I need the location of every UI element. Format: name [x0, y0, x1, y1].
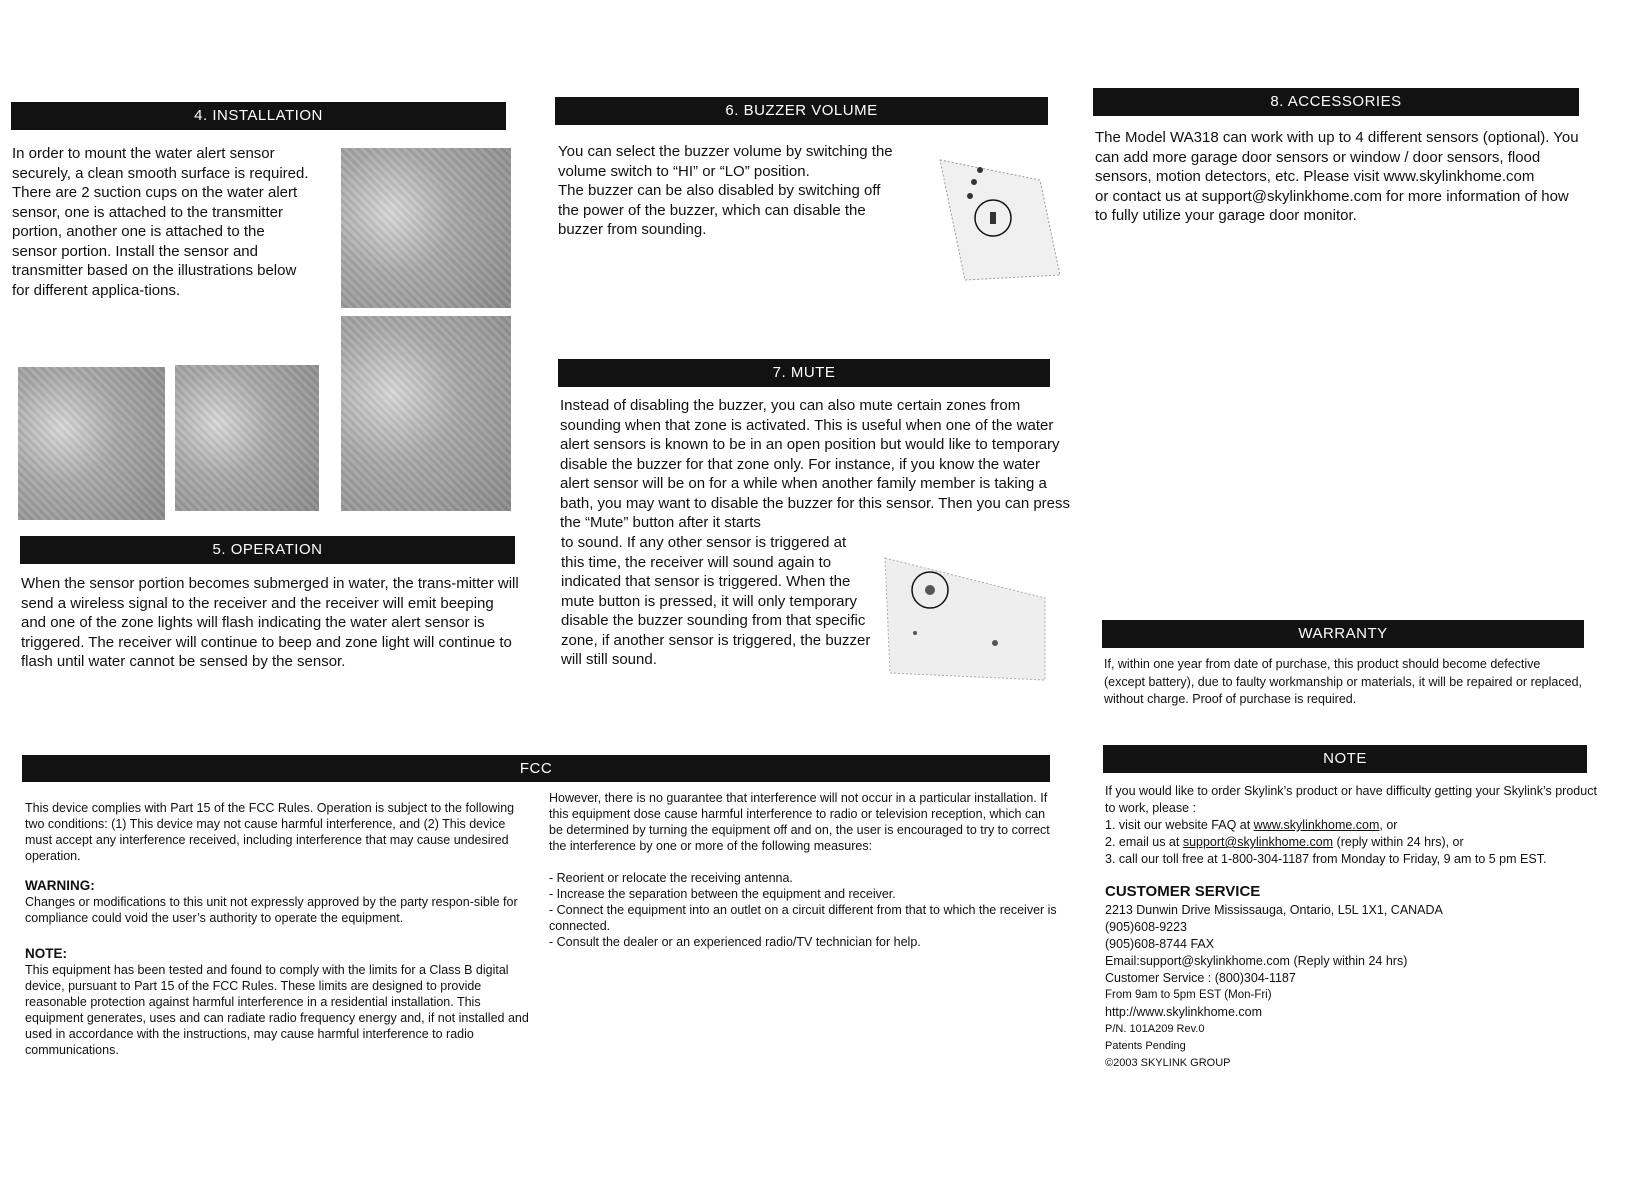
accessories-text: [1095, 128, 1585, 226]
installation-text: In order to mount the water alert sensor securely, a clean smooth surface is required. There are 2 suction cups on the water alert sensor, one is attached to the transmitter portion, another one is attached to the sensor portion. Install the sensor and transmitter based on the illustrations below for different applica-tions.: [12, 145, 309, 299]
customer-service-fax: (905)608-8744 FAX: [1105, 937, 1215, 951]
note-text: [1105, 783, 1605, 868]
note-item-1: 1. visit our website FAQ at www.skylinkhome.com, or: [1105, 818, 1398, 832]
fcc-note-label: NOTE:: [25, 946, 67, 961]
customer-service-title: CUSTOMER SERVICE: [1105, 883, 1261, 900]
accessories-paragraph-2: or contact us at support@skylinkhome.com for more information of how to fully utilize your garage door monitor.: [1095, 187, 1569, 224]
fcc-warning-label: WARNING:: [25, 878, 95, 893]
fcc-header: FCC: [22, 755, 1050, 782]
installation-photo-2: [18, 367, 165, 520]
installation-photo-3: [175, 365, 319, 511]
part-number: P/N. 101A209 Rev.0: [1105, 1023, 1205, 1035]
customer-service: [1105, 882, 1605, 1072]
customer-service-email: Email:support@skylinkhome.com (Reply within 24 hrs): [1105, 954, 1408, 968]
installation-photo-1: [341, 148, 511, 308]
note-intro: If you would like to order Skylink’s product or have difficulty getting your Skylink’s product to work, please :: [1105, 784, 1597, 815]
operation-header: 5. OPERATION: [20, 536, 515, 564]
fcc-note-text: This equipment has been tested and found to comply with the limits for a Class B digital device, pursuant to Part 15 of the FCC Rules. These limits are designed to provide reasonable protection against harmful interference in a residential installation. This equipment generates, uses and can radiate radio frequency energy and, if not installed and used in accordance with the instructions, may cause harmful interference to radio communications.: [25, 963, 529, 1057]
fcc-measure-3: - Connect the equipment into an outlet on a circuit different from that to which the receiver is connected.: [549, 902, 1059, 934]
mute-header: 7. MUTE: [558, 359, 1050, 387]
buzzer-volume-text: [558, 142, 898, 240]
customer-service-phone: (905)608-9223: [1105, 920, 1188, 934]
fcc-intro: This device complies with Part 15 of the FCC Rules. Operation is subject to the following two conditions: (1) This device may not cause harmful interference, and (2) This device must accept any interference received, including interference that may cause undesired operation.: [25, 801, 515, 863]
customer-service-url: http://www.skylinkhome.com: [1105, 1005, 1262, 1019]
fcc-measure-2: - Increase the separation between the equipment and receiver.: [549, 886, 1059, 902]
mute-text-1: Instead of disabling the buzzer, you can also mute certain zones from sounding when that zone is activated. This is useful when one of the water alert sensors is known to be in an open position but would like to temporary disable the buzzer for that zone only. For instance, if you know the water alert sensor will be on for a while when another family member is taking a bath, you may want to disable the buzzer for this sensor. Then you can press the “Mute” button after it starts: [560, 397, 1071, 531]
warranty-header: WARRANTY: [1102, 620, 1584, 648]
buzzer-volume-header: 6. BUZZER VOLUME: [555, 97, 1048, 125]
fcc-measure-1: - Reorient or relocate the receiving antenna.: [549, 870, 1059, 886]
fcc-column-1: [25, 800, 535, 1058]
mute-button-illustration: [875, 548, 1055, 683]
buzzer-volume-paragraph-1: You can select the buzzer volume by switching the volume switch to “HI” or “LO” position.: [558, 143, 893, 180]
note-header: NOTE: [1103, 745, 1587, 773]
fcc-measure-4: - Consult the dealer or an experienced radio/TV technician for help.: [549, 934, 1059, 950]
customer-service-hours: From 9am to 5pm EST (Mon-Fri): [1105, 989, 1272, 1001]
warranty-text: If, within one year from date of purchase, this product should become defective (except battery), due to faulty workmanship or materials, it will be repaired or replaced, without charge. Proof of purchase is required.: [1104, 657, 1582, 706]
mute-text-2: to sound. If any other sensor is triggered at this time, the receiver will sound again to indicated that sensor is triggered. When the mute button is pressed, it will only temporary disable the buzzer sounding from that specific zone, if another sensor is triggered, the buzzer will still sound.: [561, 534, 871, 668]
installation-header: 4. INSTALLATION: [11, 102, 506, 130]
patents-pending: Patents Pending: [1105, 1040, 1186, 1052]
accessories-header: 8. ACCESSORIES: [1093, 88, 1579, 116]
email-link[interactable]: support@skylinkhome.com: [1182, 835, 1334, 849]
fcc-guarantee-text: However, there is no guarantee that interference will not occur in a particular installation. If this equipment dose cause harmful interference to radio or television reception, which can be determined by turning the equipment off and on, the user is encouraged to try to correct the interference by one or more of the following measures:: [549, 791, 1050, 853]
website-link[interactable]: www.skylinkhome.com: [1253, 818, 1380, 832]
customer-service-address: 2213 Dunwin Drive Mississauga, Ontario, L5L 1X1, CANADA: [1105, 903, 1443, 917]
copyright: ©2003 SKYLINK GROUP: [1105, 1057, 1231, 1069]
customer-service-phone-toll: Customer Service : (800)304-1187: [1105, 971, 1296, 985]
fcc-column-2: [549, 790, 1059, 950]
note-item-3: 3. call our toll free at 1-800-304-1187 from Monday to Friday, 9 am to 5 pm EST.: [1105, 852, 1547, 866]
note-item-2: 2. email us at support@skylinkhome.com (reply within 24 hrs), or: [1105, 835, 1464, 849]
fcc-measures-list: [549, 870, 1059, 950]
buzzer-switch-illustration: [920, 140, 1070, 290]
fcc-warning-text: Changes or modifications to this unit not expressly approved by the party respon-sible for compliance could void the user’s authority to operate the equipment.: [25, 895, 518, 925]
operation-text: When the sensor portion becomes submerged in water, the trans-mitter will send a wireless signal to the receiver and the receiver will emit beeping and one of the zone lights will flash indicating the water alert sensor is triggered. The receiver will continue to beep and zone light will continue to flash until water cannot be sensed by the sensor.: [21, 575, 519, 670]
buzzer-volume-paragraph-2: The buzzer can be also disabled by switching off the power of the buzzer, which can disable the buzzer from sounding.: [558, 182, 881, 238]
accessories-paragraph-1: The Model WA318 can work with up to 4 different sensors (optional). You can add more garage door sensors or window / door sensors, flood sensors, motion detectors, etc. Please visit www.skylinkhome.com: [1095, 129, 1579, 185]
installation-photo-4: [341, 316, 511, 511]
